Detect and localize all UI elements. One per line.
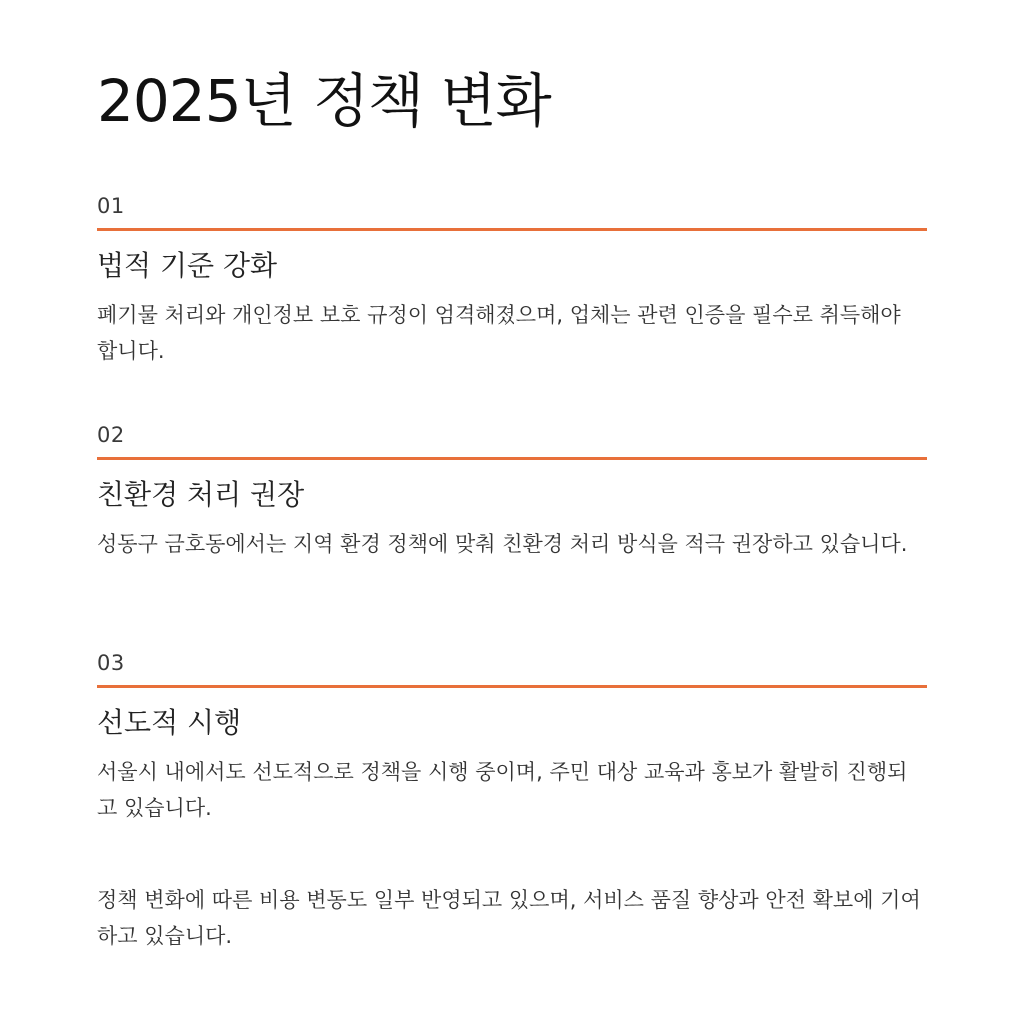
- section-heading: 친환경 처리 권장: [97, 478, 305, 511]
- closing-paragraph: 정책 변화에 따른 비용 변동도 일부 반영되고 있으며, 서비스 품질 향상과 안전 확보에 기여하고 있습니다.: [97, 888, 921, 948]
- policy-section-1: [97, 196, 927, 369]
- section-heading: 선도적 시행: [97, 706, 242, 739]
- policy-section-2: [97, 425, 927, 562]
- section-body: 서울시 내에서도 선도적으로 정책을 시행 중이며, 주민 대상 교육과 홍보가 활발히 진행되고 있습니다.: [97, 759, 908, 820]
- section-number: 01: [97, 194, 125, 218]
- section-divider: [97, 228, 927, 231]
- section-number: 02: [97, 423, 125, 447]
- section-heading: 법적 기준 강화: [97, 249, 278, 282]
- policy-section-3: [97, 653, 927, 826]
- section-body: 성동구 금호동에서는 지역 환경 정책에 맞춰 친환경 처리 방식을 적극 권장하고 있습니다.: [97, 531, 908, 556]
- page-title: 2025년 정책 변화: [97, 67, 551, 135]
- section-body: 폐기물 처리와 개인정보 보호 규정이 엄격해졌으며, 업체는 관련 인증을 필수로 취득해야 합니다.: [97, 302, 901, 363]
- section-divider: [97, 685, 927, 688]
- section-divider: [97, 457, 927, 460]
- section-number: 03: [97, 651, 125, 675]
